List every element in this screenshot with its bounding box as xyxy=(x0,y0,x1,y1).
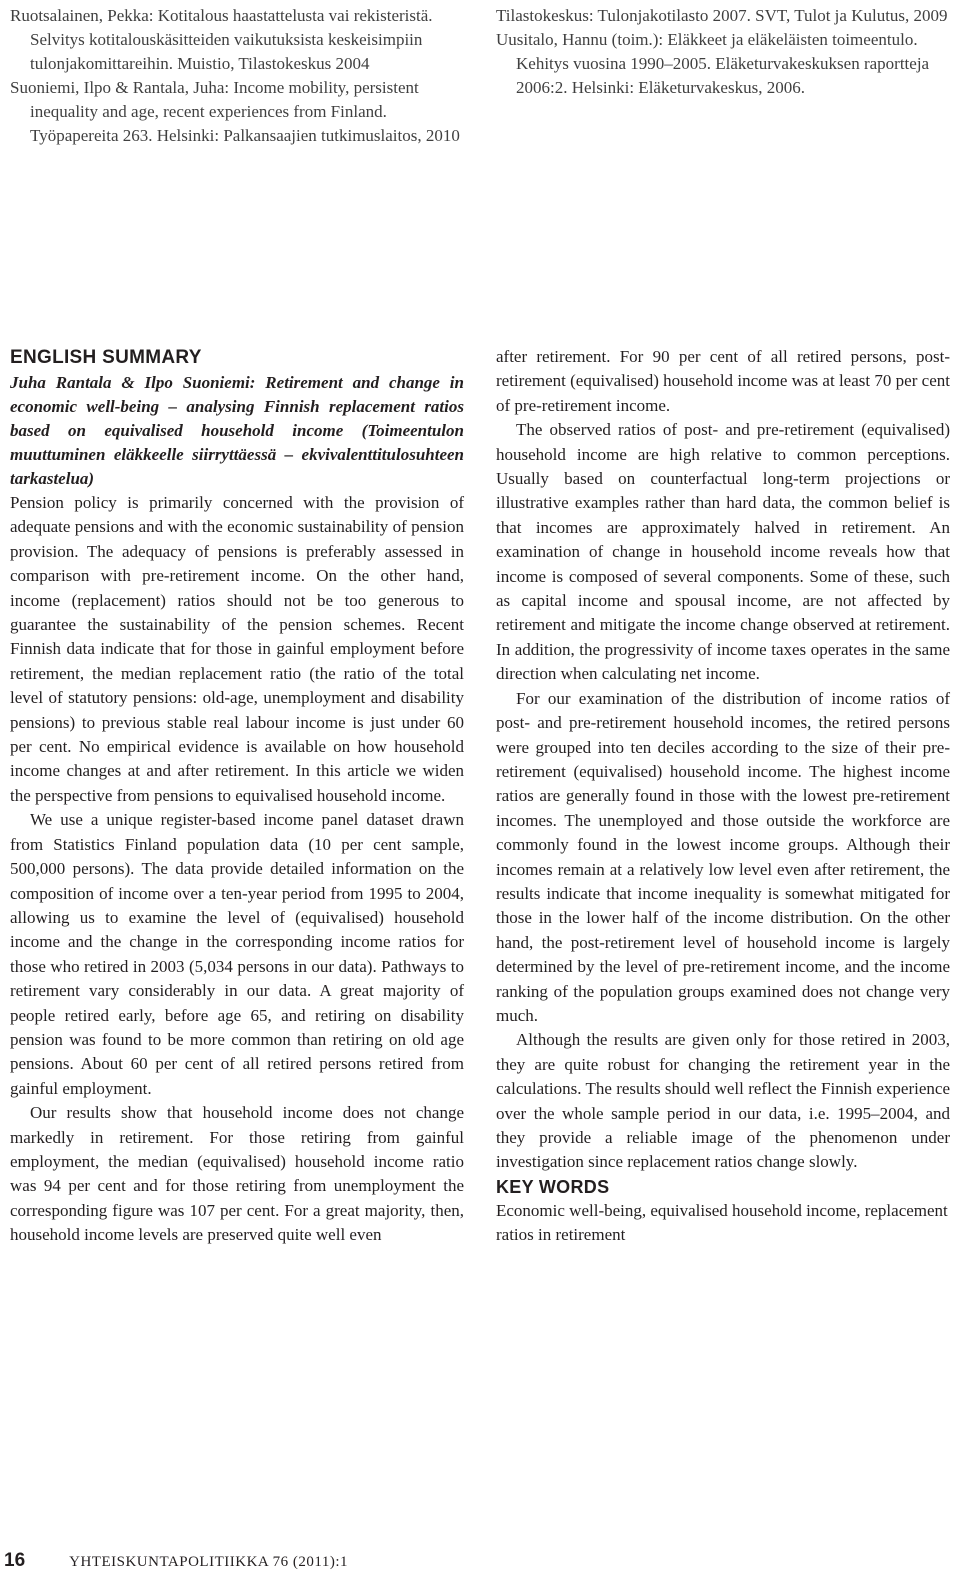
keywords-text: Economic well-being, equivalised household income, replacement ratios in retirement xyxy=(496,1200,948,1245)
summary-right-column xyxy=(496,345,950,1248)
section-heading: ENGLISH SUMMARY xyxy=(10,347,202,368)
paragraph: Although the results are given only for those retired in 2003, they are quite robust for changing the retirement year in the calculations. The results should well reflect the Finnish experience over the whole sample period in our data, i.e. 1995–2004, and they provide a reliable image of the phenomenon under investigation since replacement ratios change slowly. xyxy=(496,1030,950,1172)
summary-left-column xyxy=(10,345,464,1248)
paragraph: after retirement. For 90 per cent of all retired persons, post-retirement (equivalised) household income was at least 70 per cent of pre-retirement income. xyxy=(496,347,950,415)
paragraph: The observed ratios of post- and pre-retirement (equivalised) household income are high relative to common perceptions. Usually based on counterfactual long-term projections or illustrative examples rather than hard data, the common belief is that incomes are approximately halved in retirement. An examination of change in household income reveals how that income is composed of several components. Some of these, such as capital income and spousal income, are not affected by retirement and mitigate the income change observed at retirement. In addition, the progressivity of income taxes operates in the same direction when calculating net income. xyxy=(496,420,950,684)
paragraph: For our examination of the distribution of income ratios of post- and pre-retirement household incomes, the retired persons were grouped into ten deciles according to the size of their pre-retirement (equivalised) household income. The highest income ratios are generally found in those with the lowest pre-retirement incomes. The unemployed and those outside the workforce are commonly found in the lowest income groups. Although their incomes remain at a relatively low level even after retirement, the results indicate that income inequality is somewhat mitigated for those in the lower half of the income distribution. On the other hand, the post-retirement level of household income is largely determined by the level of pre-retirement income, and the income ranking of the population groups examined does not change very much. xyxy=(496,688,950,1025)
reference-entry: Uusitalo, Hannu (toim.): Eläkkeet ja eläkeläisten toimeentulo. Kehitys vuosina 1990–2005. Eläketurvakeskuksen raportteja 2006:2. Helsinki: Eläketurvakeskus, 2006. xyxy=(496,30,930,97)
page-footer xyxy=(4,1550,348,1578)
references-left-column xyxy=(10,4,474,148)
reference-entry: Ruotsalainen, Pekka: Kotitalous haastattelusta vai rekisteristä. Selvitys kotitalouskäsitteiden vaikutuksista keskeisimpiin tulonjakomittareihin. Muistio, Tilastokeskus 2004 xyxy=(10,6,433,73)
paragraph: We use a unique register-based income panel dataset drawn from Statistics Finland population data (10 per cent sample, 500,000 persons). The data provide detailed information on the composition of income over a ten-year period from 1995 to 2004, allowing us to examine the level of (equivalised) household income and the change in the corresponding income ratios for those who retired in 2003 (5,034 persons in our data). Pathways to retirement vary considerably in our data. A great majority of people retired early, before age 65, and retiring on disability pension was found to be more common than retiring on old age pensions. About 60 per cent of all retired persons retired from gainful employment. xyxy=(10,810,464,1098)
article-title: Juha Rantala & Ilpo Suoniemi: Retirement and change in economic well-being – analysing Finnish replacement ratios based on equivalised household income (Toimeentulon muuttuminen eläkkeelle siirryttäessä – ekvivalenttitulosuhteen tarkastelua) xyxy=(10,373,464,488)
page-number: 16 xyxy=(4,1550,26,1571)
paragraph: Our results show that household income does not change markedly in retirement. For those retiring from gainful employment, the median (equivalised) household income ratio was 94 per cent and for those retiring from unemployment the corresponding figure was 107 per cent. For a great majority, then, household income levels are preserved quite well even xyxy=(10,1103,464,1245)
references-right-column xyxy=(496,4,950,100)
reference-entry: Tilastokeskus: Tulonjakotilasto 2007. SVT, Tulot ja Kulutus, 2009 xyxy=(496,6,948,25)
reference-entry: Suoniemi, Ilpo & Rantala, Juha: Income mobility, persistent inequality and age, recent experiences from Finland. Työpapereita 263. Helsinki: Palkansaajien tutkimuslaitos, 2010 xyxy=(10,78,460,145)
paragraph: Pension policy is primarily concerned with the provision of adequate pensions and with the economic sustainability of pension provision. The adequacy of pensions is preferably assessed in comparison with pre-retirement income. On the other hand, income (replacement) ratios should not be too generous to guarantee the sustainability of the pension schemes. Recent Finnish data indicate that for those in gainful employment before retirement, the median replacement ratio (the ratio of the total level of statutory pensions: old-age, unemployment and disability pensions) to previous stable real labour income is just under 60 per cent. No empirical evidence is available on how household income changes at and after retirement. In this article we widen the perspective from pensions to equivalised household income. xyxy=(10,493,464,805)
journal-name: YHTEISKUNTAPOLITIIKKA 76 (2011):1 xyxy=(69,1554,349,1570)
keywords-heading: KEY WORDS xyxy=(496,1176,610,1197)
